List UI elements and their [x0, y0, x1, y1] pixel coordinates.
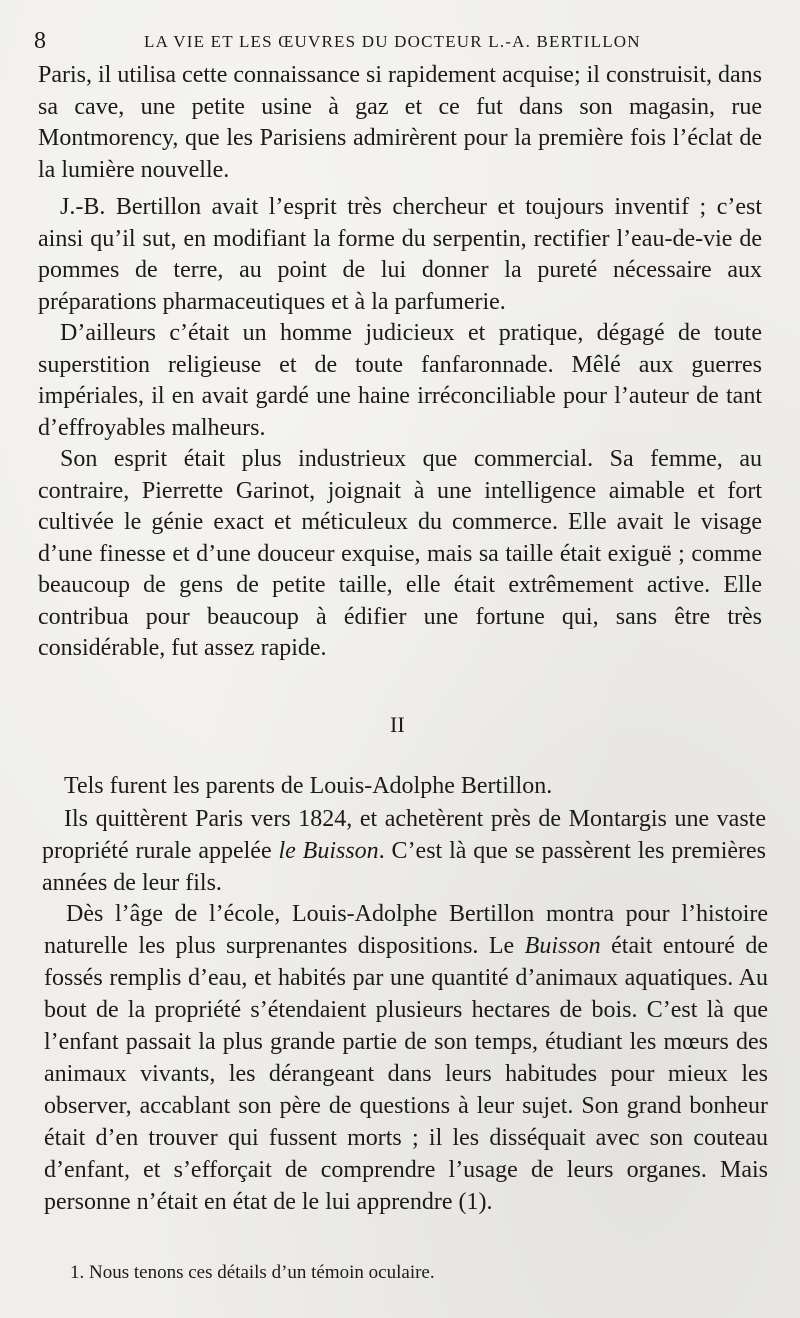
footnote: 1. Nous tenons ces détails d’un témoin oculaire. — [70, 1262, 435, 1283]
paragraph-7-text-c: était entouré de fossés remplis d’eau, et habités par une quantité d’animaux aquatiques. Au bout de la propriété s’étendaient plusieurs hectares de bois. C’est là que l’enfant passait la plus grande partie de son temps, étudiant les mœurs des animaux vivants, les dérangeant dans leurs habitudes pour mieux les observer, accablant son père de questions à leur sujet. Son grand bonheur était d’en trouver qui fussent morts ; il les disséquait avec son couteau d’enfant, et s’efforçait de comprendre l’usage de leurs organes. Mais personne n’était en état de le lui apprendre (1). — [44, 933, 768, 1215]
running-title: LA VIE ET LES ŒUVRES DU DOCTEUR L.-A. BERTILLON — [144, 32, 641, 51]
page-header — [34, 28, 774, 54]
paragraph-7-italic-place: Buisson — [524, 933, 601, 959]
paragraph-4: Son esprit était plus industrieux que commercial. Sa femme, au contraire, Pierrette Garinot, joignait à une intelligence aimable et fort cultivée le génie exact et méticuleux du commerce. Elle avait le visage d’une finesse et d’une douceur exquise, mais sa taille était exiguë ; comme beaucoup de gens de petite taille, elle était extrêmement active. Elle contribua pour beaucoup à édifier une fortune qui, sans être très considérable, fut assez rapide. — [38, 446, 762, 661]
paragraph-6 — [42, 803, 766, 899]
paragraph-7 — [44, 898, 768, 1218]
paragraph-5: Tels furent les parents de Louis-Adolphe Bertillon. — [64, 773, 553, 799]
paragraph-7-text-a: Dès l’âge de l’école, Louis-Adolphe Bertillon montra pour l’histoire naturelle les plus surprenantes dispositions. Le — [44, 901, 768, 959]
paragraph-3: D’ailleurs c’était un homme judicieux et pratique, dégagé de toute superstition religieuse et de toute fanfaronnade. Mêlé aux guerres impériales, il en avait gardé une haine irréconciliable pour l’auteur de tant d’effroyables malheurs. — [38, 320, 762, 441]
paragraph-1: Paris, il utilisa cette connaissance si rapidement acquise; il construisit, dans sa cave, une petite usine à gaz et ce fut dans son magasin, rue Montmorency, que les Parisiens admirèrent pour la première fois l’éclat de la lumière nouvelle. — [38, 62, 762, 183]
paragraph-6-text-c: . C’est là que se passèrent les premières années de leur fils. — [42, 838, 767, 896]
paragraph-2: J.-B. Bertillon avait l’esprit très chercheur et toujours inventif ; c’est ainsi qu’il sut, en modifiant la forme du serpentin, rectifier l’eau-de-vie de pommes de terre, au point de lui donner la pureté nécessaire aux préparations pharmaceutiques et à la parfumerie. — [38, 194, 762, 315]
page-number: 8 — [34, 28, 46, 54]
paragraph-6-italic-place: le Buisson — [278, 838, 379, 864]
section-heading: II — [390, 712, 405, 737]
paragraph-6-text-a: Ils quittèrent Paris vers 1824, et achetèrent près de Montargis une vaste propriété rurale appelée — [42, 806, 766, 864]
